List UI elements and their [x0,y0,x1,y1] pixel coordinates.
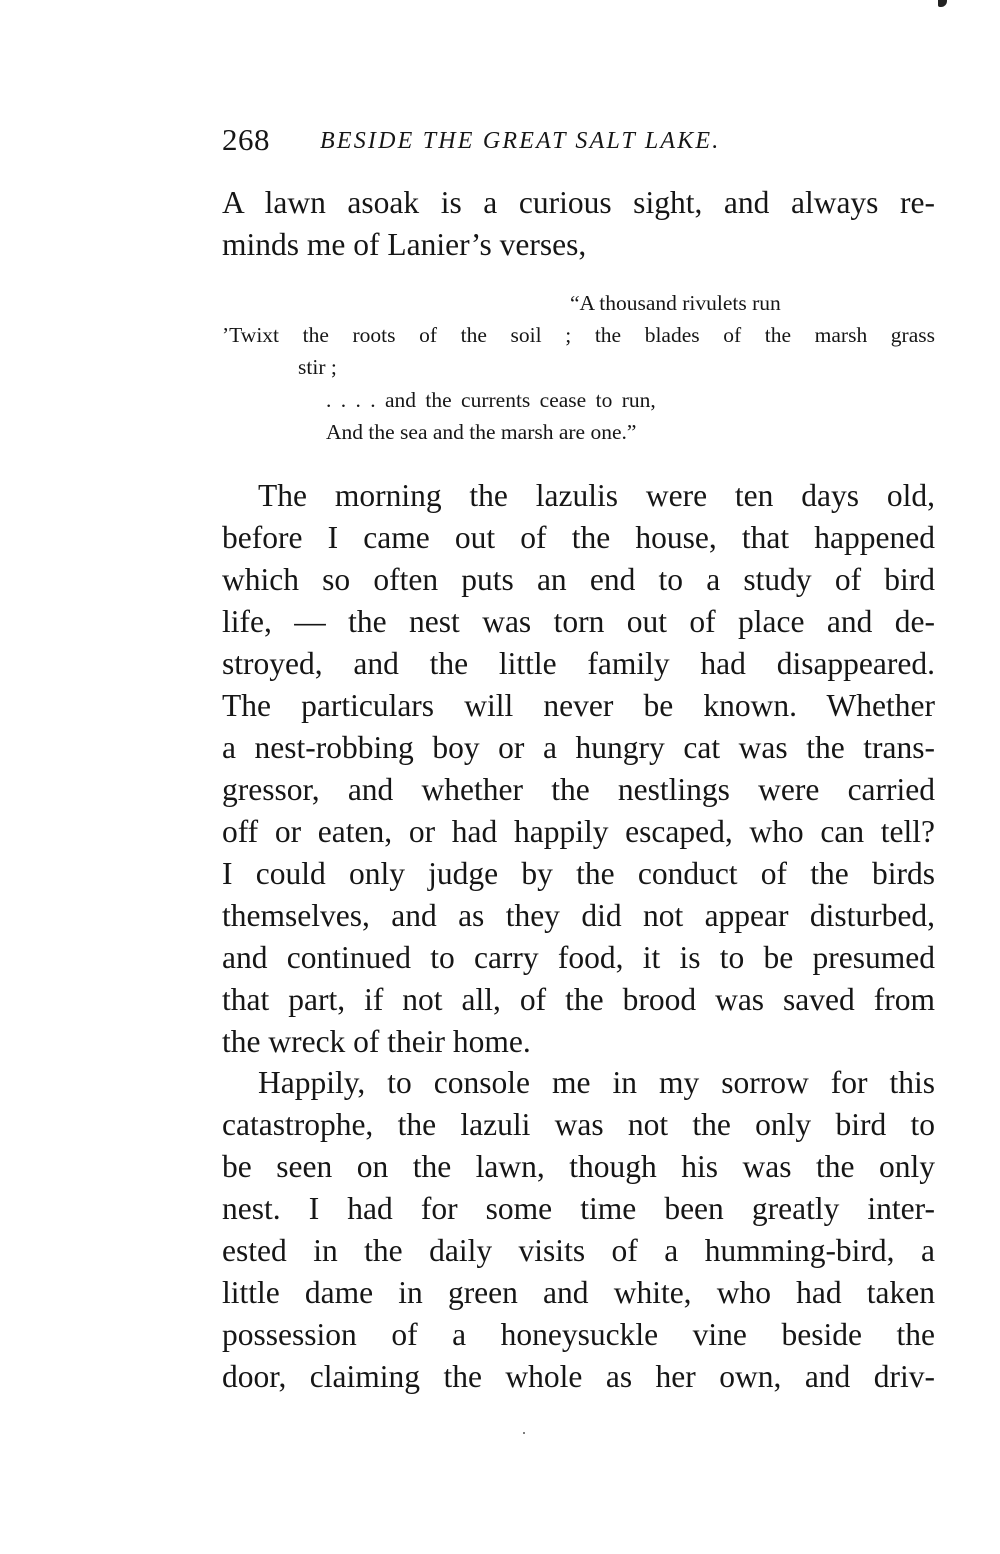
running-title: BESIDE THE GREAT SALT LAKE. [320,128,721,154]
paragraph-line: The particulars will never be known. Whether [222,688,935,723]
verse-line: “A thousand rivulets run [570,291,781,315]
paragraph-line: that part, if not all, of the brood was saved from [222,982,935,1017]
paragraph-line: I could only judge by the conduct of the birds [222,856,935,891]
paragraph-line: Happily, to console me in my sorrow for this [258,1065,935,1100]
ink-speck [523,1432,525,1434]
intro-line: A lawn asoak is a curious sight, and always re- [222,185,935,220]
ink-mark [938,0,947,7]
paragraph-line: before I came out of the house, that happened [222,520,935,555]
paragraph-line: The morning the lazulis were ten days old, [258,478,935,513]
page-header [222,122,942,162]
intro-line: minds me of Lanier’s verses, [222,227,587,262]
paragraph-line: gressor, and whether the nestlings were carried [222,772,935,807]
paragraph-line: ested in the daily visits of a humming-bird, a [222,1233,935,1268]
paragraph-line: and continued to carry food, it is to be presumed [222,940,935,975]
paragraph-line: off or eaten, or had happily escaped, who can tell? [222,814,935,849]
paragraph-line: catastrophe, the lazuli was not the only bird to [222,1107,935,1142]
paragraph-line: which so often puts an end to a study of bird [222,562,935,597]
paragraph-line: be seen on the lawn, though his was the only [222,1149,935,1184]
paragraph-line: stroyed, and the little family had disappeared. [222,646,935,681]
paragraph-line: a nest-robbing boy or a hungry cat was the trans- [222,730,935,765]
verse-line: . . . . and the currents cease to run, [326,388,656,412]
verse-line: ’Twixt the roots of the soil ; the blades of the marsh grass [222,323,935,347]
paragraph-line: possession of a honeysuckle vine beside the [222,1317,935,1352]
paragraph-line: nest. I had for some time been greatly inter- [222,1191,935,1226]
paragraph-line: little dame in green and white, who had taken [222,1275,935,1310]
paragraph-line: themselves, and as they did not appear disturbed, [222,898,935,933]
page-number: 268 [222,122,270,157]
verse-line: stir ; [298,355,337,379]
verse-line: And the sea and the marsh are one.” [326,420,637,444]
paragraph-line: door, claiming the whole as her own, and driv- [222,1359,935,1394]
paragraph-line: life, — the nest was torn out of place and de- [222,604,935,639]
paragraph-line: the wreck of their home. [222,1024,531,1059]
